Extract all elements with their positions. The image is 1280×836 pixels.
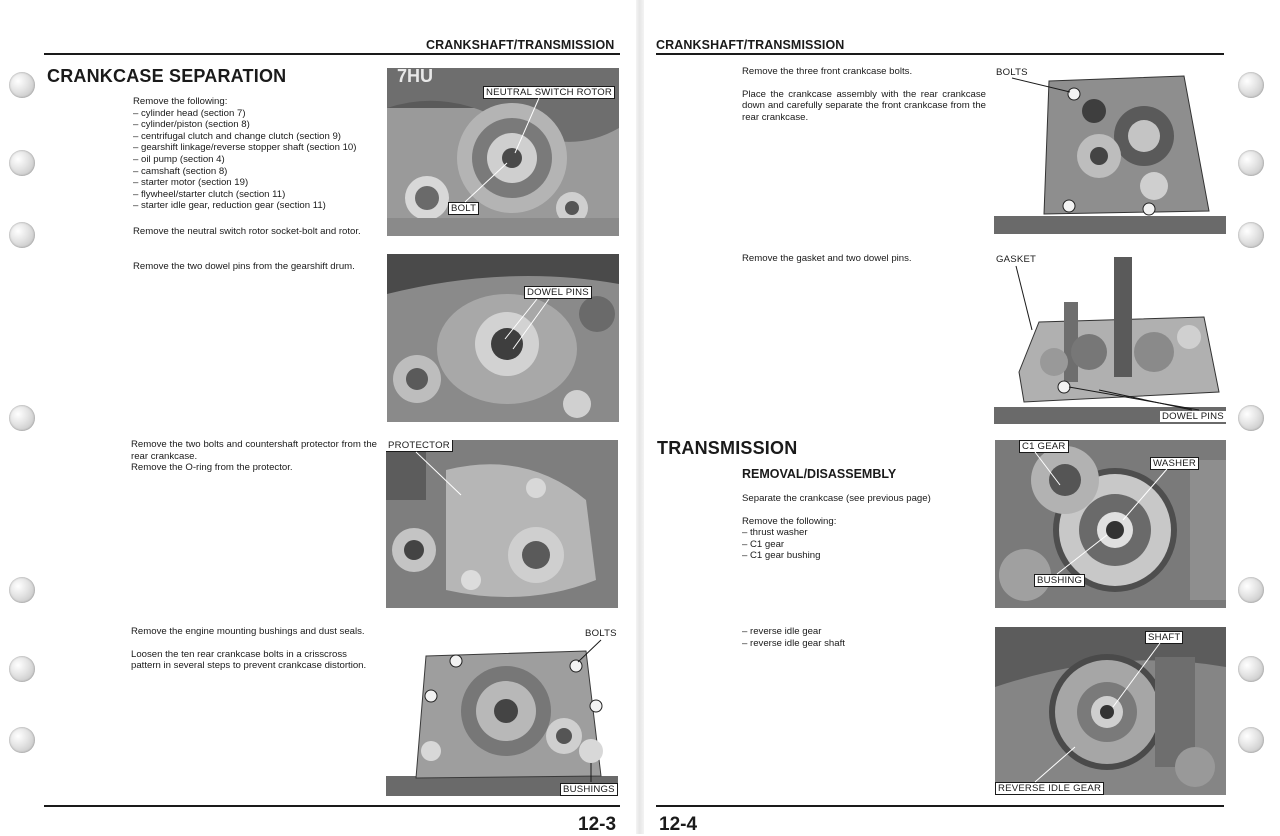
list-item: – C1 gear bushing bbox=[742, 550, 821, 562]
list-item: – reverse idle gear bbox=[742, 626, 822, 637]
paragraph: Loosen the ten rear crankcase bolts in a crisscross pattern in several steps to prevent crankcase distortion. bbox=[131, 648, 367, 672]
list-item: – oil pump (section 4) bbox=[133, 153, 225, 165]
list-item: – cylinder/piston (section 8) bbox=[133, 119, 250, 131]
list-item: – reverse idle gear shaft bbox=[742, 637, 845, 649]
photo-front-crankcase bbox=[994, 66, 1226, 234]
list-item: – centrifugal clutch and change clutch (section 9) bbox=[133, 130, 341, 142]
label-bushing: BUSHING bbox=[1034, 574, 1085, 587]
step-4-text bbox=[742, 626, 986, 649]
removal-list bbox=[133, 108, 377, 212]
header-rule bbox=[44, 53, 620, 55]
list-item: – C1 gear bbox=[742, 538, 785, 550]
step-1-para bbox=[133, 226, 377, 249]
paragraph: Remove the neutral switch rotor socket-bolt and rotor. bbox=[133, 226, 361, 237]
photo-reverse-idle-gear bbox=[995, 627, 1226, 795]
step-3-text bbox=[742, 493, 986, 562]
label-gasket: GASKET bbox=[996, 254, 1037, 265]
list-item: – cylinder head (section 7) bbox=[133, 107, 246, 119]
step-1-text bbox=[133, 96, 377, 212]
label-protector: PROTECTOR bbox=[386, 440, 453, 452]
list-item: – camshaft (section 8) bbox=[133, 165, 228, 177]
label-reverse-idle-gear: REVERSE IDLE GEAR bbox=[995, 782, 1104, 795]
svg-text:7HU: 7HU bbox=[397, 68, 434, 86]
list-item: – flywheel/starter clutch (section 11) bbox=[133, 188, 286, 200]
page-header: CRANKSHAFT/TRANSMISSION bbox=[426, 38, 615, 52]
binder-hole bbox=[9, 656, 35, 682]
page-number: 12-3 bbox=[578, 814, 617, 835]
binder-hole bbox=[1238, 72, 1264, 98]
removal-list bbox=[742, 626, 986, 649]
photo-c1-gear bbox=[995, 440, 1226, 608]
label-bushings: BUSHINGS bbox=[560, 783, 618, 796]
photo-protector bbox=[386, 440, 618, 608]
paragraph: Remove the two bolts and countershaft protector from the rear crankcase. bbox=[131, 439, 377, 462]
step-intro: Remove the following: bbox=[742, 515, 837, 527]
paragraph: Remove the gasket and two dowel pins. bbox=[742, 253, 912, 264]
binder-hole bbox=[9, 577, 35, 603]
paragraph: Separate the crankcase (see previous page) bbox=[742, 493, 931, 504]
step-2-text bbox=[133, 261, 383, 284]
binder-hole bbox=[9, 72, 35, 98]
paragraph: Remove the engine mounting bushings and dust seals. bbox=[131, 626, 365, 637]
binder-hole bbox=[9, 727, 35, 753]
binder-hole bbox=[1238, 727, 1264, 753]
binder-hole bbox=[1238, 150, 1264, 176]
binder-hole bbox=[9, 150, 35, 176]
photo-neutral-switch-rotor bbox=[387, 68, 619, 236]
binder-hole bbox=[9, 222, 35, 248]
label-dowel-pins: DOWEL PINS bbox=[1162, 411, 1224, 422]
header-rule bbox=[656, 53, 1224, 55]
page-header: CRANKSHAFT/TRANSMISSION bbox=[656, 38, 845, 52]
step-2-text bbox=[742, 253, 986, 276]
footer-rule bbox=[44, 805, 620, 807]
binder-hole bbox=[9, 405, 35, 431]
paragraph: Remove the two dowel pins from the gearshift drum. bbox=[133, 261, 355, 272]
label-shaft: SHAFT bbox=[1145, 631, 1183, 644]
list-item: – starter motor (section 19) bbox=[133, 177, 249, 189]
binder-hole bbox=[1238, 222, 1264, 248]
binder-hole bbox=[1238, 577, 1264, 603]
photo-dowel-pins bbox=[387, 254, 619, 422]
section-title: TRANSMISSION bbox=[657, 438, 798, 458]
section-title: CRANKCASE SEPARATION bbox=[47, 66, 287, 86]
paragraph: Place the crankcase assembly with the rear crankcase down and carefully separate the front crankcase from the rear crankcase. bbox=[742, 88, 986, 123]
label-bolts: BOLTS bbox=[996, 67, 1028, 78]
list-item: – thrust washer bbox=[742, 527, 808, 539]
label-dowel-pins: DOWEL PINS bbox=[524, 286, 592, 299]
binder-hole bbox=[1238, 656, 1264, 682]
removal-list bbox=[742, 527, 986, 562]
label-washer: WASHER bbox=[1150, 457, 1199, 470]
paragraph: Remove the three front crankcase bolts. bbox=[742, 66, 913, 77]
label-bolts: BOLTS bbox=[585, 628, 617, 639]
footer-rule bbox=[656, 805, 1224, 807]
step-3-text bbox=[131, 439, 377, 485]
page-gutter bbox=[636, 0, 644, 834]
photo-gasket bbox=[994, 252, 1226, 424]
paragraph: Remove the O-ring from the protector. bbox=[131, 462, 293, 474]
label-bolt: BOLT bbox=[448, 202, 479, 215]
list-item: – gearshift linkage/reverse stopper shaft (section 10) bbox=[133, 142, 357, 154]
page-number: 12-4 bbox=[659, 814, 698, 835]
step-4-text bbox=[131, 626, 377, 683]
binder-hole bbox=[1238, 405, 1264, 431]
step-1-text bbox=[742, 66, 986, 134]
step-intro: Remove the following: bbox=[133, 96, 228, 107]
photo-rear-crankcase bbox=[386, 626, 618, 796]
subsection-title: REMOVAL/DISASSEMBLY bbox=[742, 467, 897, 481]
label-neutral-switch-rotor: NEUTRAL SWITCH ROTOR bbox=[483, 86, 615, 99]
label-c1-gear: C1 GEAR bbox=[1019, 440, 1069, 453]
list-item: – starter idle gear, reduction gear (section 11) bbox=[133, 200, 326, 212]
